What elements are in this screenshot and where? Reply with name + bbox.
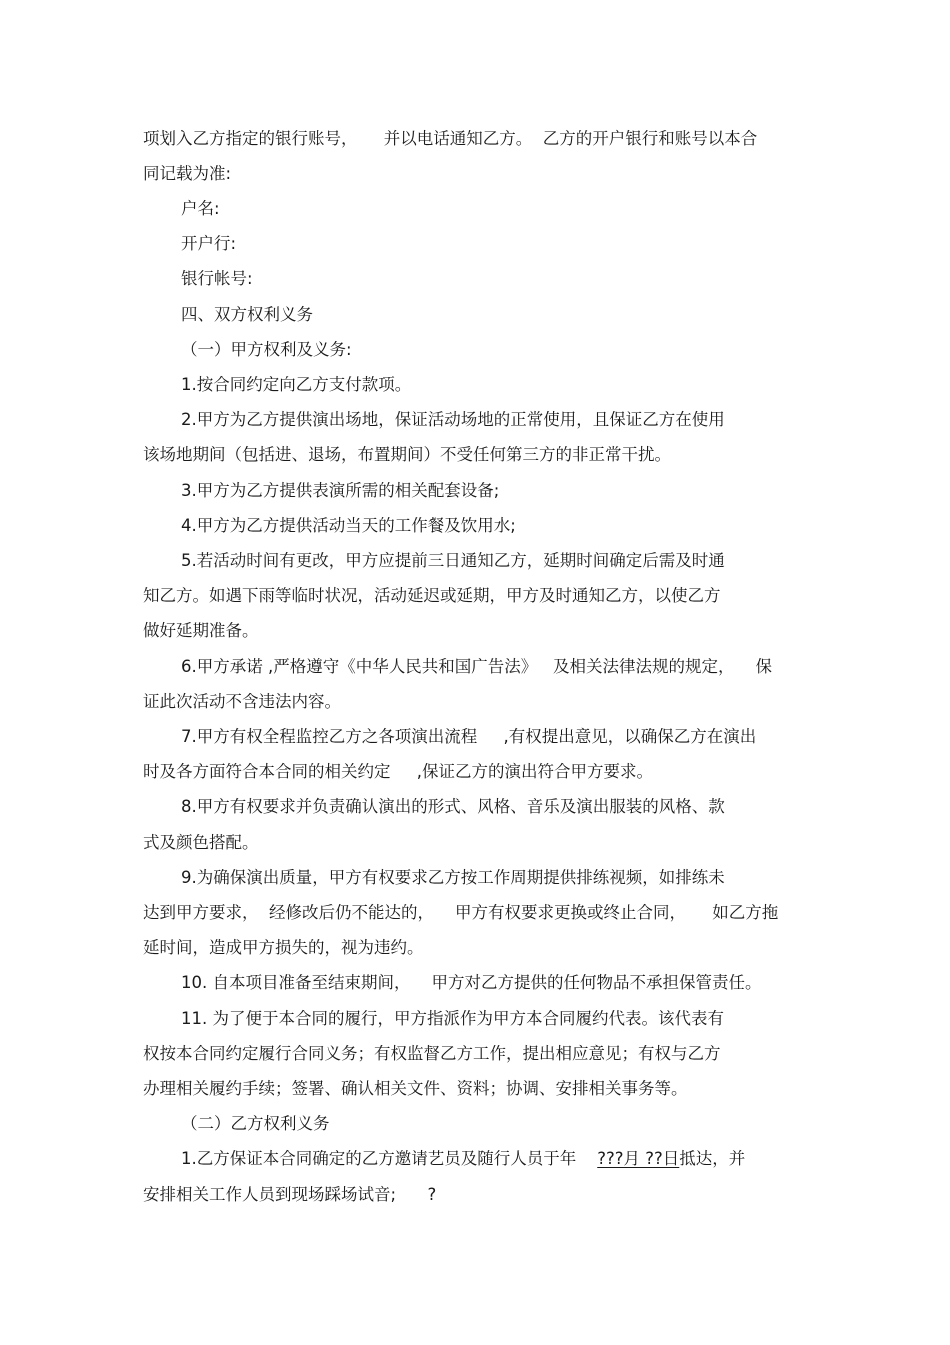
text-segment: 抵达，并	[679, 1149, 746, 1168]
text-line: 开户行:	[181, 234, 237, 253]
text-line: 3.甲方为乙方提供表演所需的相关配套设备;	[181, 481, 500, 500]
text-line: 10. 自本项目准备至结束期间， 甲方对乙方提供的任何物品不承担保管责任。	[181, 973, 762, 992]
text-line: 该场地期间（包括进、退场，布置期间）不受任何第三方的非正常干扰。	[143, 445, 671, 464]
text-line: 1.按合同约定向乙方支付款项。	[181, 375, 412, 394]
subsection-heading: （二）乙方权利义务	[181, 1114, 330, 1133]
text-line: 11. 为了便于本合同的履行，甲方指派作为甲方本合同履约代表。该代表有	[181, 1009, 724, 1028]
text-line: 时及各方面符合本合同的相关约定 ,保证乙方的演出符合甲方要求。	[143, 762, 653, 781]
text-line: 项划入乙方指定的银行账号， 并以电话通知乙方。 乙方的开户银行和账号以本合	[143, 129, 758, 148]
text-line: 式及颜色搭配。	[143, 833, 259, 852]
text-line: 6.甲方承诺 ,严格遵守《中华人民共和国广告法》 及相关法律法规的规定， 保	[181, 657, 772, 676]
text-line: 8.甲方有权要求并负责确认演出的形式、风格、音乐及演出服装的风格、款	[181, 797, 725, 816]
text-segment: 1.乙方保证本合同确定的乙方邀请艺员及随行人员于年	[181, 1149, 598, 1168]
text-line	[181, 1148, 745, 1170]
text-line: 同记载为准:	[143, 164, 232, 183]
text-line: 知乙方。如遇下雨等临时状况，活动延迟或延期，甲方及时通知乙方，以使乙方	[143, 586, 721, 605]
text-line: 达到甲方要求， 经修改后仍不能达的， 甲方有权要求更换或终止合同， 如乙方拖	[143, 903, 779, 922]
text-line: 5.若活动时间有更改，甲方应提前三日通知乙方，延期时间确定后需及时通	[181, 551, 725, 570]
text-line: 延时间，造成甲方损失的，视为违约。	[143, 938, 424, 957]
subsection-heading: （一）甲方权利及义务:	[181, 340, 352, 359]
text-line: 银行帐号:	[181, 269, 253, 288]
date-blank: ???月 ??日	[597, 1149, 680, 1168]
text-line: 安排相关工作人员到现场踩场试音; ?	[143, 1185, 437, 1204]
text-line: 9.为确保演出质量，甲方有权要求乙方按工作周期提供排练视频，如排练未	[181, 868, 725, 887]
text-line: 做好延期准备。	[143, 621, 259, 640]
text-line: 证此次活动不含违法内容。	[143, 692, 341, 711]
text-line: 2.甲方为乙方提供演出场地，保证活动场地的正常使用，且保证乙方在使用	[181, 410, 725, 429]
text-line: 7.甲方有权全程监控乙方之各项演出流程 ,有权提出意见，以确保乙方在演出	[181, 727, 757, 746]
text-line: 户名:	[181, 199, 220, 218]
section-heading: 四、双方权利义务	[181, 305, 313, 324]
text-line: 权按本合同约定履行合同义务；有权监督乙方工作，提出相应意见；有权与乙方	[143, 1044, 721, 1063]
text-line: 办理相关履约手续；签署、确认相关文件、资料；协调、安排相关事务等。	[143, 1079, 688, 1098]
text-line: 4.甲方为乙方提供活动当天的工作餐及饮用水;	[181, 516, 516, 535]
